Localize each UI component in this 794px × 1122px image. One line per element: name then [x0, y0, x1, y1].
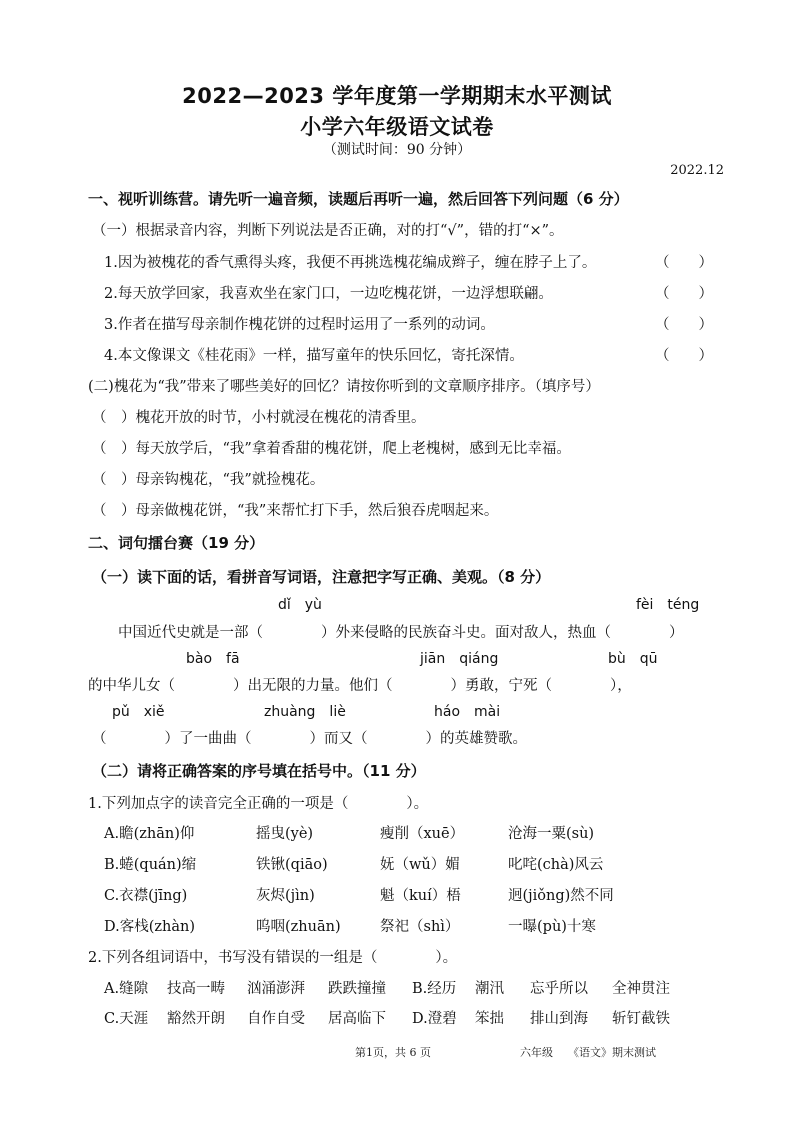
q1-option-b-1: B.蜷(quán)缩 — [104, 857, 197, 873]
pinyin-jianqiang: jiān qiáng — [420, 651, 499, 667]
q2-option-b-4: 全神贯注 — [612, 981, 670, 997]
q1-option-a-2: 摇曳(yè) — [256, 826, 314, 842]
q1-option-d-2: 呜咽(zhuān) — [256, 919, 341, 935]
q1-option-a-4: 沧海一粟(sù) — [508, 826, 595, 842]
q2-option-b-1: B.经历 — [412, 981, 457, 997]
judgment-item-3: 3.作者在描写母亲制作槐花饼的过程时运用了一系列的动词。 — [104, 317, 495, 333]
q1-option-c-4: 迥(jiǒng)然不同 — [508, 888, 614, 904]
exam-title: 2022—2023 学年度第一学期期末水平测试 — [182, 84, 612, 108]
order-item-1[interactable]: （ ）槐花开放的时节，小村就浸在槐花的清香里。 — [92, 410, 426, 426]
q1-option-d-1: D.客栈(zhàn) — [104, 919, 195, 935]
exam-subtitle-title: 小学六年级语文试卷 — [300, 115, 494, 139]
test-duration: （测试时间：90 分钟） — [322, 142, 472, 158]
q2-option-d-3: 排山到海 — [530, 1011, 588, 1027]
q1-option-a-3: 瘦削（xuē） — [380, 826, 465, 842]
question-1-stem: 1.下列加点字的读音完全正确的一项是（ ）。 — [88, 796, 429, 812]
q2-option-d-2: 笨拙 — [475, 1011, 504, 1027]
q2-option-c-4: 居高临下 — [328, 1011, 386, 1027]
passage-line-2[interactable]: 的中华儿女（ ）出无限的力量。他们（ ）勇敢，宁死（ ）， — [88, 678, 632, 694]
q2-option-b-2: 潮汛 — [475, 981, 504, 997]
footer-subject: 《语文》期末测试 — [568, 1046, 656, 1059]
judgment-answer-4[interactable]: （ ） — [655, 348, 713, 364]
pinyin-zhuanglie: zhuàng liè — [264, 704, 346, 720]
judgment-item-4: 4.本文像课文《桂花雨》一样，描写童年的快乐回忆，寄托深情。 — [104, 348, 524, 364]
q1-option-c-1: C.衣襟(jīng) — [104, 888, 188, 904]
section2-heading: 二、词句擂台赛（19 分） — [88, 534, 265, 552]
order-item-4[interactable]: （ ）母亲做槐花饼，“我”来帮忙打下手，然后狼吞虎咽起来。 — [92, 503, 499, 519]
q1-option-b-4: 叱咤(chà)风云 — [508, 857, 604, 873]
q2-option-a-2: 技高一畴 — [167, 981, 225, 997]
q2-option-a-3: 汹涌澎湃 — [247, 981, 305, 997]
q2-option-d-4: 斩钉截铁 — [612, 1011, 670, 1027]
section1-part1-heading: （一）根据录音内容，判断下列说法是否正确，对的打“√”，错的打“×”。 — [92, 223, 564, 239]
pinyin-haomai: háo mài — [434, 704, 501, 720]
q1-option-b-3: 妩（wǔ）媚 — [380, 857, 460, 873]
q1-option-b-2: 铁锹(qiāo) — [256, 857, 328, 873]
q1-option-c-3: 魁（kuí）梧 — [380, 888, 461, 904]
section2-part2-heading: （二）请将正确答案的序号填在括号中。（11 分） — [92, 762, 426, 780]
order-item-3[interactable]: （ ）母亲钩槐花，“我”就捡槐花。 — [92, 472, 325, 488]
q2-option-a-1: A.缝隙 — [104, 981, 149, 997]
q2-option-c-2: 豁然开朗 — [167, 1011, 225, 1027]
judgment-answer-3[interactable]: （ ） — [655, 317, 713, 333]
pinyin-baofa: bào fā — [186, 651, 240, 667]
question-2-stem: 2.下列各组词语中，书写没有错误的一组是（ ）。 — [88, 950, 458, 966]
judgment-item-1: 1.因为被槐花的香气熏得头疼，我便不再挑选槐花编成辫子，缠在脖子上了。 — [104, 255, 597, 271]
footer-grade: 六年级 — [520, 1046, 553, 1059]
passage-line-3[interactable]: （ ）了一曲曲（ ）而又（ ）的英雄赞歌。 — [92, 731, 527, 747]
q2-option-b-3: 忘乎所以 — [530, 981, 588, 997]
judgment-answer-2[interactable]: （ ） — [655, 286, 713, 302]
section2-part1-heading: （一）读下面的话，看拼音写词语，注意把字写正确、美观。（8 分） — [92, 568, 551, 586]
q1-option-a-1: A.瞻(zhān)仰 — [104, 826, 195, 842]
section1-part2-heading: (二)槐花为“我”带来了哪些美好的回忆？请按你听到的文章顺序排序。（填序号） — [88, 379, 600, 395]
q2-option-c-1: C.天涯 — [104, 1011, 149, 1027]
judgment-item-2: 2.每天放学回家，我喜欢坐在家门口，一边吃槐花饼，一边浮想联翩。 — [104, 286, 553, 302]
judgment-answer-1[interactable]: （ ） — [655, 255, 713, 271]
pinyin-puxie: pǔ xiě — [112, 704, 165, 720]
q2-option-a-4: 跌跌撞撞 — [328, 981, 386, 997]
q1-option-d-3: 祭祀（shì） — [380, 919, 460, 935]
q2-option-c-3: 自作自受 — [247, 1011, 305, 1027]
pinyin-diyu: dǐ yù — [278, 597, 322, 613]
q1-option-d-4: 一曝(pù)十寒 — [508, 919, 596, 935]
pinyin-buqu: bù qū — [608, 651, 658, 667]
pinyin-feiteng: fèi téng — [636, 597, 700, 613]
q1-option-c-2: 灰烬(jìn) — [256, 888, 315, 904]
q2-option-d-1: D.澄碧 — [412, 1011, 457, 1027]
footer-page-number: 第1页，共 6 页 — [355, 1046, 431, 1059]
order-item-2[interactable]: （ ）每天放学后，“我”拿着香甜的槐花饼，爬上老槐树，感到无比幸福。 — [92, 441, 571, 457]
passage-line-1[interactable]: 中国近代史就是一部（ ）外来侵略的民族奋斗史。面对敌人，热血（ ） — [118, 625, 684, 641]
exam-date: 2022.12 — [670, 163, 724, 178]
section1-heading: 一、视听训练营。请先听一遍音频，读题后再听一遍，然后回答下列问题（6 分） — [88, 190, 629, 208]
